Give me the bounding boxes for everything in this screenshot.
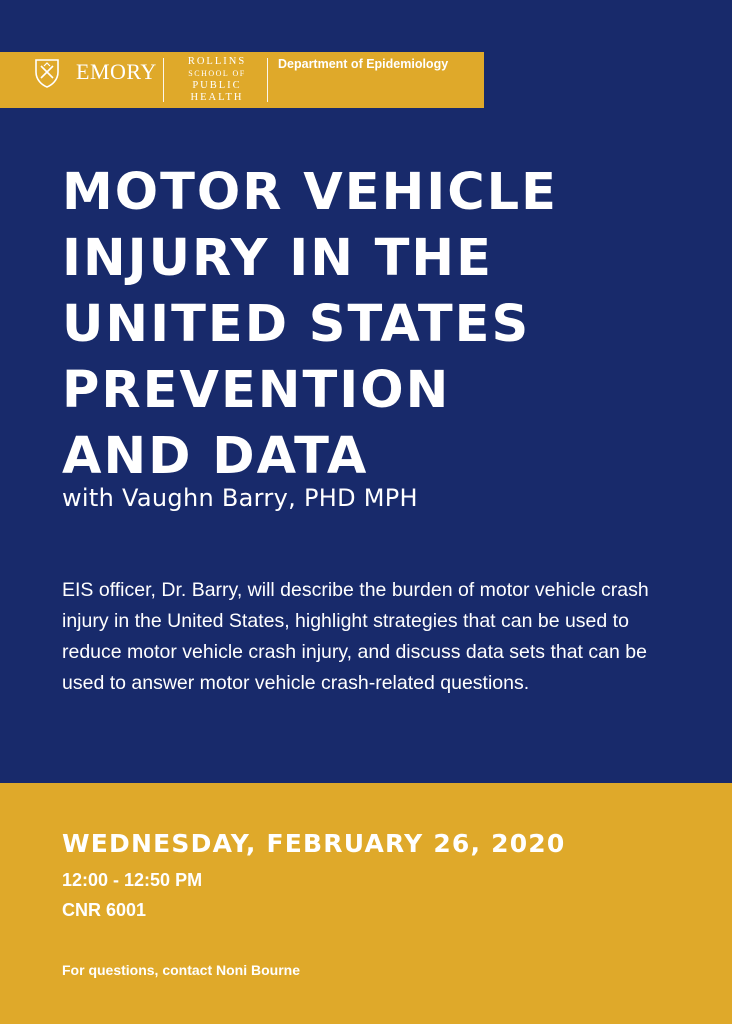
event-date: WEDNESDAY, FEBRUARY 26, 2020 (62, 829, 566, 858)
title-line: AND DATA (62, 427, 369, 486)
title-line: PREVENTION (62, 361, 451, 420)
department-name: Department of Epidemiology (278, 57, 449, 71)
event-location: CNR 6001 (62, 900, 147, 920)
rollins-line: PUBLIC (192, 80, 242, 91)
rollins-line: HEALTH (190, 92, 244, 103)
logo-divider (163, 58, 164, 102)
event-description: EIS officer, Dr. Barry, will describe the burden of motor vehicle crash injury in the United States, highlight strategies that can be used to reduce motor vehicle crash injury, and discuss data sets that can be used to answer motor vehicle crash-related questions. (62, 579, 649, 694)
event-details-panel (0, 783, 732, 1024)
logo-divider (267, 58, 268, 102)
title-line: INJURY IN THE (62, 229, 493, 288)
event-title (62, 160, 702, 490)
rollins-line: ROLLINS (187, 56, 247, 67)
rollins-wordmark (176, 56, 258, 104)
event-time: 12:00 - 12:50 PM (62, 870, 203, 890)
title-line: UNITED STATES (62, 295, 531, 354)
title-line: MOTOR VEHICLE (62, 163, 559, 222)
emory-shield-icon (34, 58, 60, 88)
contact-line: For questions, contact Noni Bourne (62, 962, 301, 978)
rollins-line: SCHOOL OF (188, 69, 246, 78)
emory-wordmark: EMORY (76, 59, 157, 84)
logo-bar (0, 52, 484, 108)
speaker-line: with Vaughn Barry, PHD MPH (62, 484, 418, 512)
